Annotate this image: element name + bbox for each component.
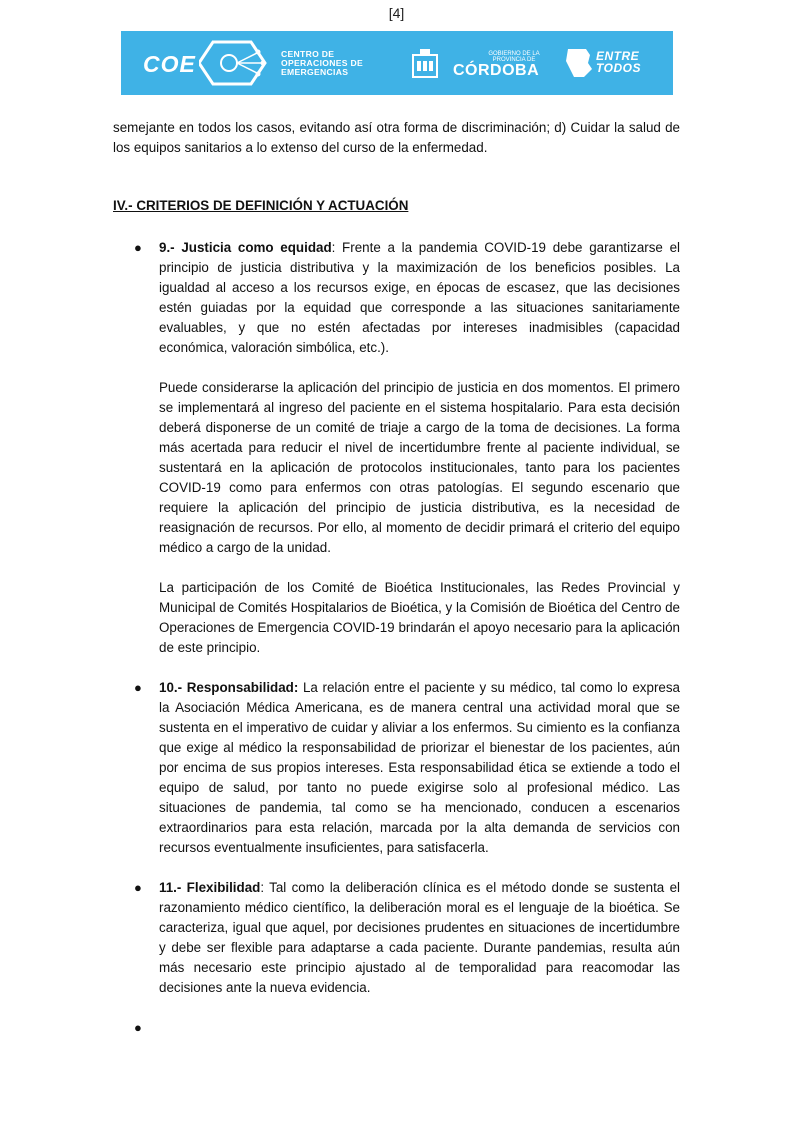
item-title: 11.- Flexibilidad [159,880,261,895]
item-paragraph [159,238,680,358]
center-line-1: CENTRO DE [281,49,335,59]
province-map-icon [564,47,594,79]
item-paragraph [159,678,680,858]
government-building-icon [411,47,439,79]
center-line-3: EMERGENCIAS [281,67,349,77]
intro-paragraph: semejante en todos los casos, evitando así otra forma de discriminación; d) Cuidar la salud de los equipos sanitarios a lo extenso del curso de la enfermedad. [113,120,680,155]
item-paragraph-2: Puede considerarse la aplicación del principio de justicia en dos momentos. El primero se implementará al ingreso del paciente en el sistema hospitalario. Para esta decisión deberá disponerse de un comité de triaje a cargo de la toma de decisiones. La forma más acertada para reducir el nivel de incertidumbre frente al paciente individual, se sustentará en la aplicación de protocolos institucionales, tanto para los pacientes COVID-19 como para enfermos con otras patologías. El segundo escenario que requiere la aplicación del principio de justicia distributiva, es la necesidad de reasignación de recursos. Por ello, al momento de decidir primará el criterio del equipo médico a cargo de la unidad. [159,380,680,555]
bullet-icon: ● [134,880,142,895]
center-line-2: OPERACIONES DE [281,58,364,68]
entre-text: ENTRE [596,49,640,63]
item-title: 9.- Justicia como equidad [159,240,332,255]
list-item-empty [113,1018,680,1038]
bullet-icon: ● [134,1020,142,1035]
list-item [113,678,680,858]
coe-logo-text: COE [143,51,196,77]
gob-line-1: GOBIERNO DE LA [488,51,540,57]
item-text: : Frente a la pandemia COVID-19 debe garantizarse el principio de justicia distributiva y la maximización de los beneficios posibles. La igualdad al acceso a los recursos exige, en épocas de escasez, que las decisiones estén guiadas por la equidad que corresponde a las situaciones sanitariamente evaluables, y que no estén afectadas por intereses inadmisibles (capacidad económica, valoración simbólica, etc.). [159,240,680,355]
page-number: [4] [388,5,405,21]
bullet-icon: ● [134,680,142,695]
coe-center-name [281,50,363,77]
todos-text: TODOS [596,61,641,75]
coe-hexagon-icon [199,39,279,87]
gob-line-2: PROVINCIA DE [492,57,536,63]
item-paragraph [159,878,680,998]
entre-todos-label [596,50,641,74]
item-paragraph-3: La participación de los Comité de Bioética Institucionales, las Redes Provincial y Municipal de Comités Hospitalarios de Bioética, y la Comisión de Bioética del Centro de Operaciones de Emergencia COVID-19 brindarán el apoyo necesario para la aplicación de este principio. [159,580,681,655]
document-body [113,118,680,1058]
list-item [113,878,680,998]
item-text: : Tal como la deliberación clínica es el método donde se sustenta el razonamiento médico científico, la deliberación moral es el lenguaje de la bioética. Se caracteriza, igual que aquel, por decisiones prudentes en situaciones de incertidumbre y debe ser flexible para adaptarse a cada paciente. Durante pandemias, resulta aún más necesario este principio ajustado al de temporalidad para reacomodar las decisiones ante la nueva evidencia. [159,880,680,995]
item-title: 10.- Responsabilidad: [159,680,299,695]
item-text: La relación entre el paciente y su médico, tal como lo expresa la Asociación Médica Americana, es de manera central una actividad moral que se sustenta en el imperativo de cuidar y aliviar a los enfermos. Su cimiento es la confianza que exige al médico la responsabilidad de priorizar el bienestar de los pacientes, aún por encima de sus propios intereses. Esta responsabilidad ética se extiende a todo el equipo de salud, por tanto no puede exigirse solo al profesional médico. Las situaciones de pandemia, tal como se ha mencionado, conducen a escenarios extraordinarios para esta relación, marcada por la alta demanda de servicios con recursos eventualmente insuficientes, para satisfacerla. [159,680,680,855]
section-heading: IV.- CRITERIOS DE DEFINICIÓN Y ACTUACIÓN [113,198,409,213]
list-item [113,238,680,658]
cordoba-label: CÓRDOBA [453,62,540,79]
bullet-icon: ● [134,240,142,255]
header-banner [121,31,673,95]
criteria-list [113,238,680,1038]
